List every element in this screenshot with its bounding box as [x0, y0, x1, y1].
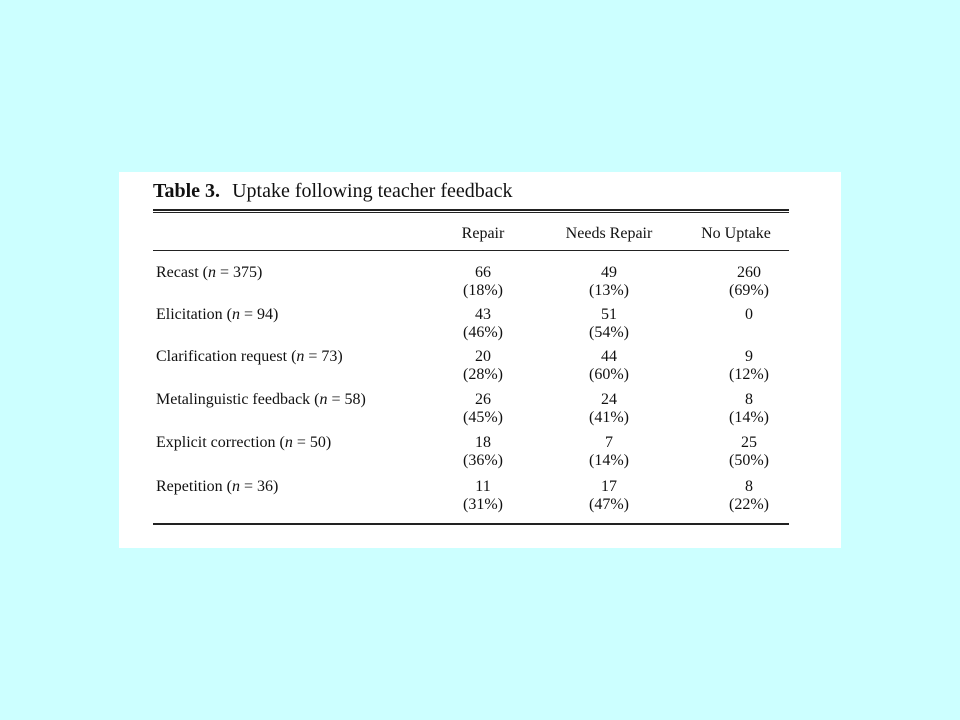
- column-header-no-uptake: No Uptake: [701, 225, 771, 242]
- cell-count: 260: [737, 264, 761, 281]
- cell-count: 49: [601, 264, 617, 281]
- table-cell: [709, 306, 789, 324]
- cell-count: 66: [475, 264, 491, 281]
- row-n-value: 36: [257, 478, 274, 495]
- cell-percent: (28%): [463, 366, 503, 383]
- cell-percent: (31%): [463, 496, 503, 513]
- row-label-text: Repetition: [156, 478, 223, 495]
- table-cell: [443, 434, 523, 470]
- cell-percent: (50%): [729, 452, 769, 469]
- table-cell: [569, 478, 649, 514]
- table-cell: [569, 264, 649, 300]
- table-cell: [569, 306, 649, 342]
- cell-count: 7: [605, 434, 613, 451]
- row-label: Explicit correction (n = 50): [156, 434, 332, 451]
- table-cell: [569, 391, 649, 427]
- top-rule: [153, 209, 789, 211]
- row-label-text: Clarification request: [156, 348, 288, 365]
- cell-count: 26: [475, 391, 491, 408]
- table-number: Table 3.: [153, 180, 221, 202]
- row-label-text: Explicit correction: [156, 434, 276, 451]
- row-label: Elicitation (n = 94): [156, 306, 279, 323]
- cell-count: 25: [741, 434, 757, 451]
- cell-percent: (54%): [589, 324, 629, 341]
- cell-percent: (69%): [729, 282, 769, 299]
- top-rule-thin: [153, 212, 789, 213]
- cell-percent: (12%): [729, 366, 769, 383]
- row-label: Metalinguistic feedback (n = 58): [156, 391, 366, 408]
- cell-percent: (13%): [589, 282, 629, 299]
- cell-percent: (45%): [463, 409, 503, 426]
- row-label: Clarification request (n = 73): [156, 348, 343, 365]
- cell-count: 11: [475, 478, 491, 495]
- cell-count: 8: [745, 478, 753, 495]
- row-n-value: 94: [257, 306, 274, 323]
- table-cell: [443, 391, 523, 427]
- row-n-value: 58: [344, 391, 361, 408]
- row-n-value: 375: [233, 264, 258, 281]
- cell-count: 44: [601, 348, 617, 365]
- cell-percent: (22%): [729, 496, 769, 513]
- cell-percent: (41%): [589, 409, 629, 426]
- cell-count: 9: [745, 348, 753, 365]
- cell-percent: (18%): [463, 282, 503, 299]
- table-cell: [709, 391, 789, 427]
- row-n-value: 73: [321, 348, 338, 365]
- cell-percent: (47%): [589, 496, 629, 513]
- row-label-text: Metalinguistic feedback: [156, 391, 311, 408]
- cell-count: 20: [475, 348, 491, 365]
- header-rule: [153, 250, 789, 251]
- row-label-text: Elicitation: [156, 306, 223, 323]
- table-cell: [709, 264, 789, 300]
- cell-count: 18: [475, 434, 491, 451]
- row-label-text: Recast: [156, 264, 199, 281]
- cell-count: 24: [601, 391, 617, 408]
- table-cell: [569, 434, 649, 470]
- cell-percent: (46%): [463, 324, 503, 341]
- table-cell: [709, 478, 789, 514]
- table-cell: [443, 348, 523, 384]
- column-header-repair: Repair: [461, 225, 505, 242]
- table-title: [153, 180, 512, 203]
- table-caption: Uptake following teacher feedback: [232, 180, 513, 202]
- table-cell: [443, 306, 523, 342]
- bottom-rule: [153, 523, 789, 525]
- row-n-value: 50: [309, 434, 326, 451]
- cell-percent: (36%): [463, 452, 503, 469]
- cell-count: 0: [745, 306, 753, 323]
- cell-percent: (14%): [729, 409, 769, 426]
- cell-count: 17: [601, 478, 617, 495]
- row-label: Repetition (n = 36): [156, 478, 279, 495]
- table-card: [119, 172, 841, 548]
- table-cell: [569, 348, 649, 384]
- table-cell: [709, 434, 789, 470]
- table-cell: [443, 478, 523, 514]
- table-cell: [443, 264, 523, 300]
- row-label: Recast (n = 375): [156, 264, 263, 281]
- cell-percent: (60%): [589, 366, 629, 383]
- column-header-needs-repair: Needs Repair: [565, 225, 653, 242]
- cell-count: 43: [475, 306, 491, 323]
- table-cell: [709, 348, 789, 384]
- cell-count: 51: [601, 306, 617, 323]
- cell-percent: (14%): [589, 452, 629, 469]
- cell-count: 8: [745, 391, 753, 408]
